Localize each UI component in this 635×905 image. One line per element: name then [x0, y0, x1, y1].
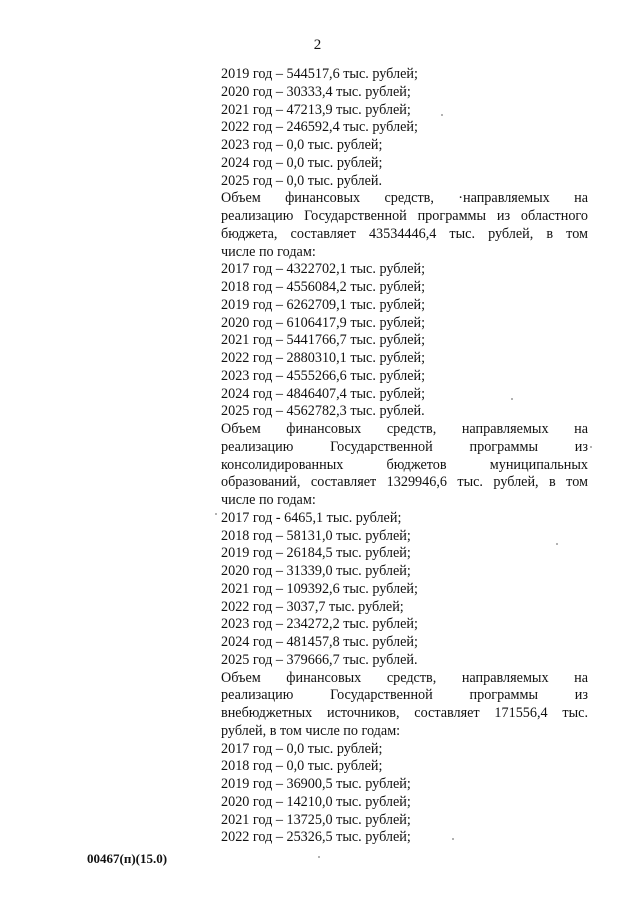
paragraph-line: реализацию Государственной программы из	[221, 438, 588, 455]
year-line: 2019 год – 544517,6 тыс. рублей;	[221, 66, 418, 82]
paragraph-line: рублей, в том числе по годам:	[221, 722, 401, 739]
year-line: 2017 год – 4322702,1 тыс. рублей;	[221, 261, 426, 278]
year-line: 2017 год – 0,0 тыс. рублей;	[221, 740, 383, 757]
scan-speck	[318, 856, 320, 858]
scan-speck	[441, 114, 443, 116]
scan-speck	[556, 543, 558, 545]
year-line: 2018 год – 4556084,2 тыс. рублей;	[221, 279, 426, 295]
year-line: 2022 год – 246592,4 тыс. рублей;	[221, 119, 418, 136]
paragraph-line: образований, составляет 1329946,6 тыс. рублей, в том	[221, 474, 588, 491]
paragraph-line: Объем финансовых средств, направляемых на	[221, 669, 588, 686]
year-line: 2023 год – 4555266,6 тыс. рублей;	[221, 367, 426, 384]
year-line: 2018 год – 58131,0 тыс. рублей;	[221, 527, 411, 544]
paragraph-line: Объем финансовых средств, ·направляемых на	[221, 190, 588, 207]
scan-speck	[590, 446, 592, 448]
paragraph-line: числе по годам:	[221, 243, 316, 260]
year-line: 2020 год – 6106417,9 тыс. рублей;	[221, 314, 426, 331]
year-line: 2020 год – 14210,0 тыс. рублей;	[221, 793, 411, 810]
year-line: 2017 год - 6465,1 тыс. рублей;	[221, 509, 402, 526]
paragraph-line: реализацию Государственной программы из областного	[221, 208, 588, 224]
year-line: 2022 год – 25326,5 тыс. рублей;	[221, 829, 411, 846]
document-body	[221, 66, 588, 847]
paragraph-line: числе по годам:	[221, 492, 316, 508]
year-line: 2019 год – 36900,5 тыс. рублей;	[221, 776, 411, 792]
paragraph-line: внебюджетных источников, составляет 171556,4 тыс.	[221, 705, 588, 721]
paragraph-line: Объем финансовых средств, направляемых на	[221, 421, 588, 437]
paragraph-line: бюджета, составляет 43534446,4 тыс. рублей, в том	[221, 225, 588, 242]
year-line: 2019 год – 6262709,1 тыс. рублей;	[221, 296, 426, 313]
scan-speck	[215, 513, 217, 515]
scan-speck	[511, 398, 513, 400]
year-line: 2024 год – 0,0 тыс. рублей;	[221, 154, 383, 171]
year-line: 2025 год – 379666,7 тыс. рублей.	[221, 651, 418, 668]
year-line: 2018 год – 0,0 тыс. рублей;	[221, 758, 383, 775]
year-line: 2021 год – 109392,6 тыс. рублей;	[221, 580, 418, 597]
page-number: 2	[313, 37, 322, 53]
year-line: 2023 год – 0,0 тыс. рублей;	[221, 137, 383, 153]
year-line: 2023 год – 234272,2 тыс. рублей;	[221, 616, 418, 633]
year-line: 2024 год – 4846407,4 тыс. рублей;	[221, 385, 426, 402]
year-line: 2020 год – 30333,4 тыс. рублей;	[221, 83, 411, 100]
paragraph-line: реализацию Государственной программы из	[221, 687, 588, 704]
year-line: 2025 год – 0,0 тыс. рублей.	[221, 172, 383, 189]
document-code: 00467(п)(15.0)	[87, 851, 168, 866]
year-line: 2025 год – 4562782,3 тыс. рублей.	[221, 403, 425, 420]
year-line: 2022 год – 3037,7 тыс. рублей;	[221, 598, 404, 615]
paragraph-line: консолидированных бюджетов муниципальных	[221, 456, 588, 473]
year-line: 2022 год – 2880310,1 тыс. рублей;	[221, 350, 426, 366]
year-line: 2021 год – 5441766,7 тыс. рублей;	[221, 332, 426, 349]
year-line: 2021 год – 13725,0 тыс. рублей;	[221, 811, 411, 828]
scan-speck	[452, 838, 454, 840]
year-line: 2020 год – 31339,0 тыс. рублей;	[221, 563, 411, 579]
year-line: 2019 год – 26184,5 тыс. рублей;	[221, 545, 411, 562]
year-line: 2021 год – 47213,9 тыс. рублей;	[221, 101, 411, 118]
year-line: 2024 год – 481457,8 тыс. рублей;	[221, 634, 418, 650]
